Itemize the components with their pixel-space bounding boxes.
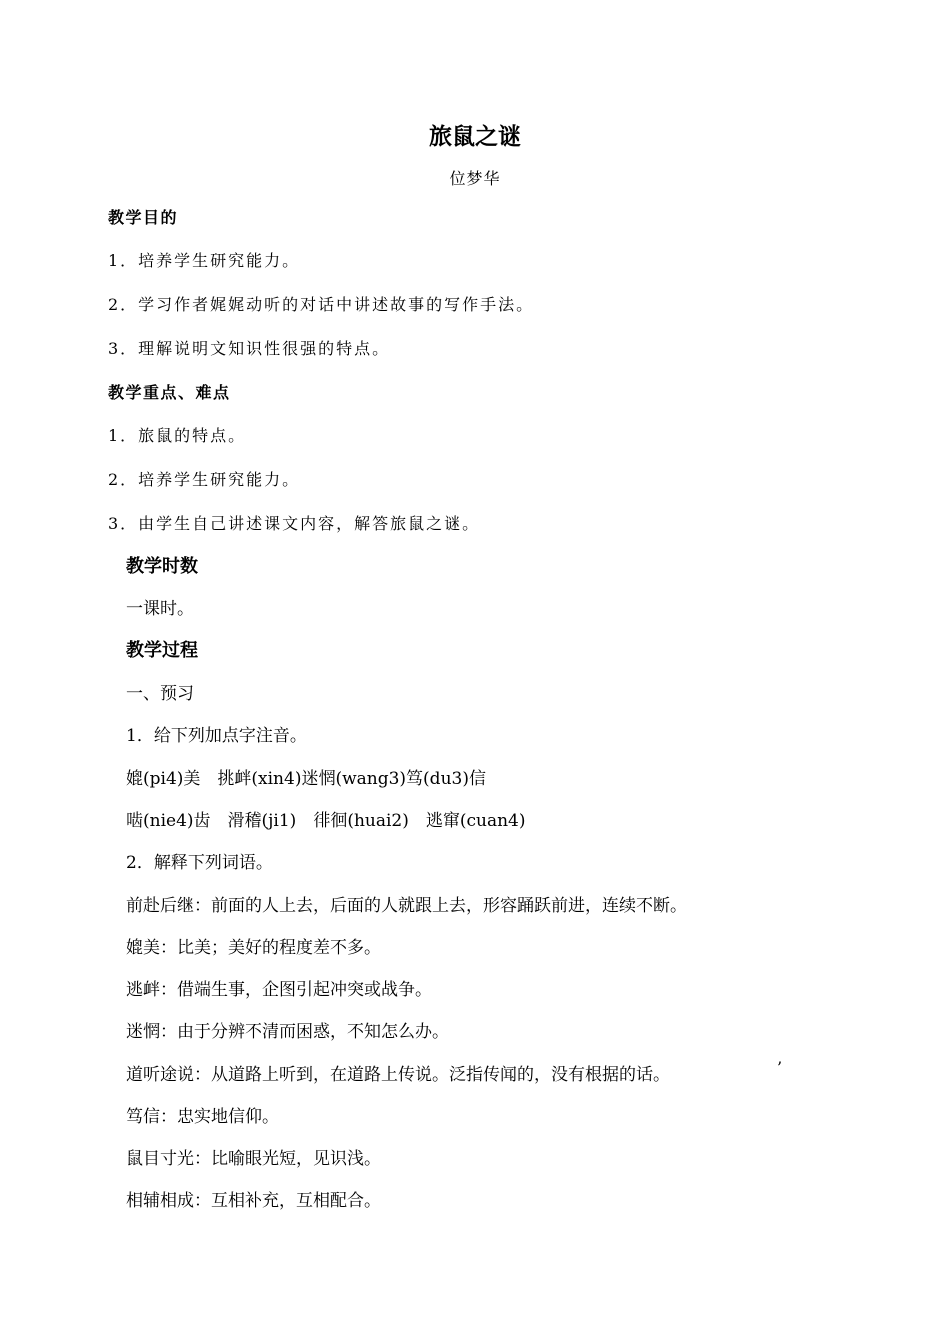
key-point-item: 2．培养学生研究能力。: [108, 470, 301, 489]
definition-item: 迷惘：由于分辨不清而困惑，不知怎么办。: [126, 1022, 449, 1042]
definition-item: 道听途说：从道路上听到，在道路上传说。泛指传闻的，没有根据的话。: [126, 1065, 670, 1085]
process-step-preview: 一、预习: [126, 684, 194, 704]
definition-item: 逃衅：借端生事，企图引起冲突或战争。: [126, 980, 432, 1000]
pinyin-line: 啮(nie4)齿 滑稽(ji1) 徘徊(huai2) 逃窜(cuan4): [126, 811, 526, 831]
definition-item: 鼠目寸光：比喻眼光短，见识浅。: [126, 1149, 381, 1169]
section-heading-objectives: 教学目的: [108, 208, 179, 227]
definition-item: 笃信：忠实地信仰。: [126, 1107, 279, 1127]
document-author: 位梦华: [449, 169, 501, 188]
definition-item: 相辅相成：互相补充，互相配合。: [126, 1191, 381, 1211]
hours-text: 一课时。: [126, 599, 194, 619]
section-heading-process: 教学过程: [126, 640, 198, 661]
definition-item: 媲美：比美；美好的程度差不多。: [126, 938, 381, 958]
question-pinyin: 1．给下列加点字注音。: [126, 726, 307, 746]
objective-item: 3．理解说明文知识性很强的特点。: [108, 339, 391, 358]
objective-item: 2．学习作者娓娓动听的对话中讲述故事的写作手法。: [108, 295, 535, 314]
question-definitions: 2．解释下列词语。: [126, 853, 273, 873]
key-point-item: 1．旅鼠的特点。: [108, 426, 247, 445]
key-point-item: 3．由学生自己讲述课文内容，解答旅鼠之谜。: [108, 514, 481, 533]
objective-item: 1．培养学生研究能力。: [108, 251, 301, 270]
section-heading-hours: 教学时数: [126, 556, 198, 577]
document-title: 旅鼠之谜: [429, 124, 521, 150]
section-heading-key-points: 教学重点、难点: [108, 383, 231, 402]
stray-mark: ’: [777, 1058, 783, 1077]
definition-item: 前赴后继：前面的人上去，后面的人就跟上去，形容踊跃前进，连续不断。: [126, 896, 687, 916]
pinyin-line: 媲(pi4)美 挑衅(xin4)迷惘(wang3)笃(du3)信: [126, 769, 486, 789]
